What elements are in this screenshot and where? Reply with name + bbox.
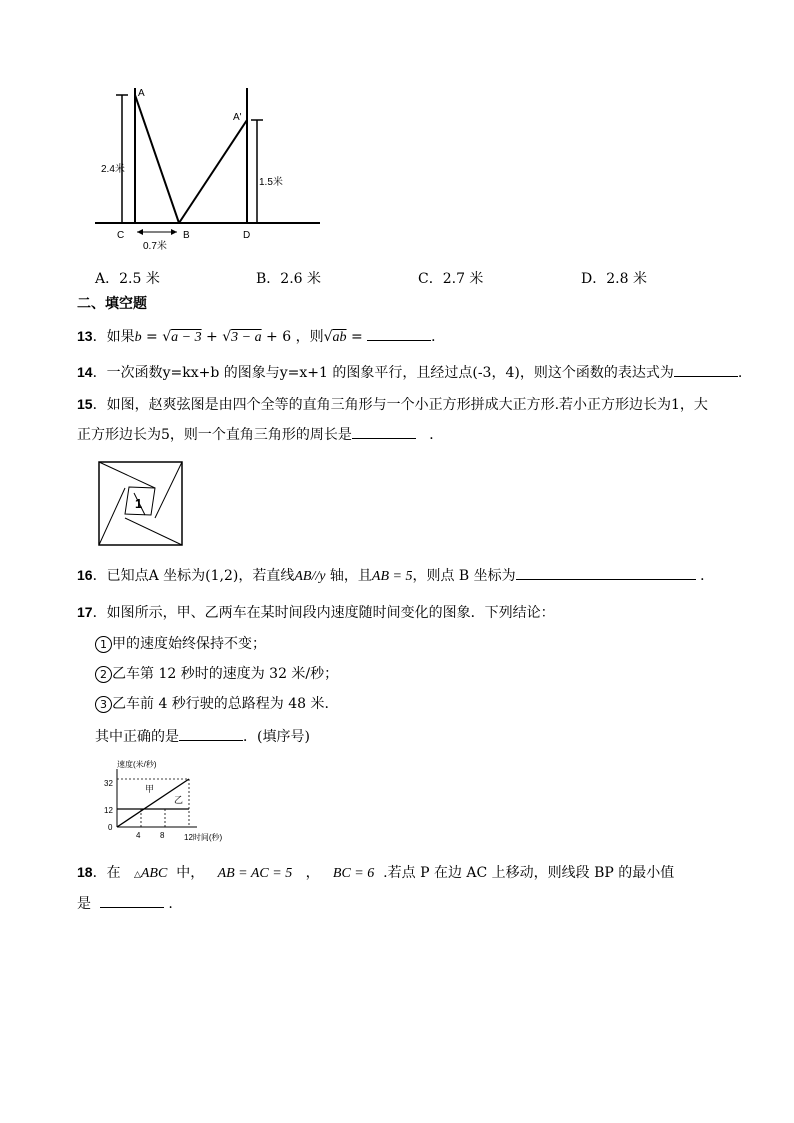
y-tick-32: 32: [104, 779, 113, 788]
x-axis-label: 12时间(秒): [184, 833, 223, 842]
question-18-line2: 是 .: [77, 893, 173, 914]
q17-item-3: 3 乙车前 4 秒行驶的总路程为 48 米.: [95, 694, 329, 714]
q12-option-a: A．2.5 米: [95, 271, 160, 287]
speed-time-chart: [100, 758, 230, 844]
x-tick-8: 8: [160, 831, 165, 840]
series-label-jia: 甲: [145, 784, 155, 794]
ladder-right: [179, 120, 247, 223]
q12-option-c: C．2.7 米: [418, 271, 484, 287]
len-right: 1.5米: [259, 177, 283, 188]
label-b: B: [183, 230, 190, 241]
y-tick-0: 0: [108, 823, 113, 832]
question-15-line1: 15．如图，赵爽弦图是由四个全等的直角三角形与一个小正方形拼成大正方形.若小正方形边长为1，大: [77, 396, 708, 413]
svg-text:1: 1: [135, 496, 143, 511]
y-tick-12: 12: [104, 806, 113, 815]
answer-blank[interactable]: [352, 424, 416, 439]
answer-blank[interactable]: [179, 726, 243, 741]
q17-item-1: 1 甲的速度始终保持不变；: [95, 634, 266, 654]
y-axis-label: 速度(米/秒): [117, 760, 157, 769]
label-c: C: [117, 230, 125, 241]
question-14: 14．一次函数y=kx+b 的图象与y=x+1 的图象平行，且经过点(-3，4)，则这个函数的表达式为 .: [77, 364, 743, 381]
question-17: 17．如图所示，甲、乙两车在某时间段内速度随时间变化的图象．下列结论：: [77, 604, 555, 621]
section-heading: 二、填空题: [77, 296, 147, 312]
answer-blank[interactable]: [367, 326, 431, 341]
question-number: 13: [77, 328, 93, 344]
answer-blank[interactable]: [100, 893, 164, 908]
question-16: 16．已知点A 坐标为(1,2)，若直线AB//y 轴，且AB = 5，则点 B 坐标为 ．: [77, 567, 715, 584]
question-15-line2: 正方形边长为5，则一个直角三角形的周长是 ．: [77, 424, 443, 445]
answer-blank[interactable]: [516, 565, 696, 580]
question-18: 18．在 △ABC 中， AB = AC = 5 ， BC = 6 .若点 P 在边 AC 上移动，则线段 BP 的最小值: [77, 864, 675, 881]
q17-answer: 其中正确的是 ．(填序号): [95, 726, 310, 747]
ladder-left: [135, 95, 179, 223]
len-left: 2.4米: [101, 164, 125, 175]
label-a: A: [138, 88, 145, 99]
question-13: 13．如果b = √a − 3 + √3 − a + 6 ，则√ab = ．: [77, 328, 446, 345]
series-label-yi: 乙: [174, 795, 184, 805]
zhaoshuang-figure: [98, 461, 184, 547]
q12-option-b: B．2.6 米: [256, 271, 322, 287]
x-tick-4: 4: [136, 831, 141, 840]
q17-item-2: 2 乙车第 12 秒时的速度为 32 米/秒；: [95, 664, 338, 684]
answer-blank[interactable]: [674, 362, 738, 377]
len-bottom: 0.7米: [143, 241, 167, 252]
label-a-prime: A': [233, 112, 242, 123]
ladder-figure: [95, 80, 330, 255]
label-d: D: [243, 230, 251, 241]
q12-option-d: D．2.8 米: [581, 271, 647, 287]
